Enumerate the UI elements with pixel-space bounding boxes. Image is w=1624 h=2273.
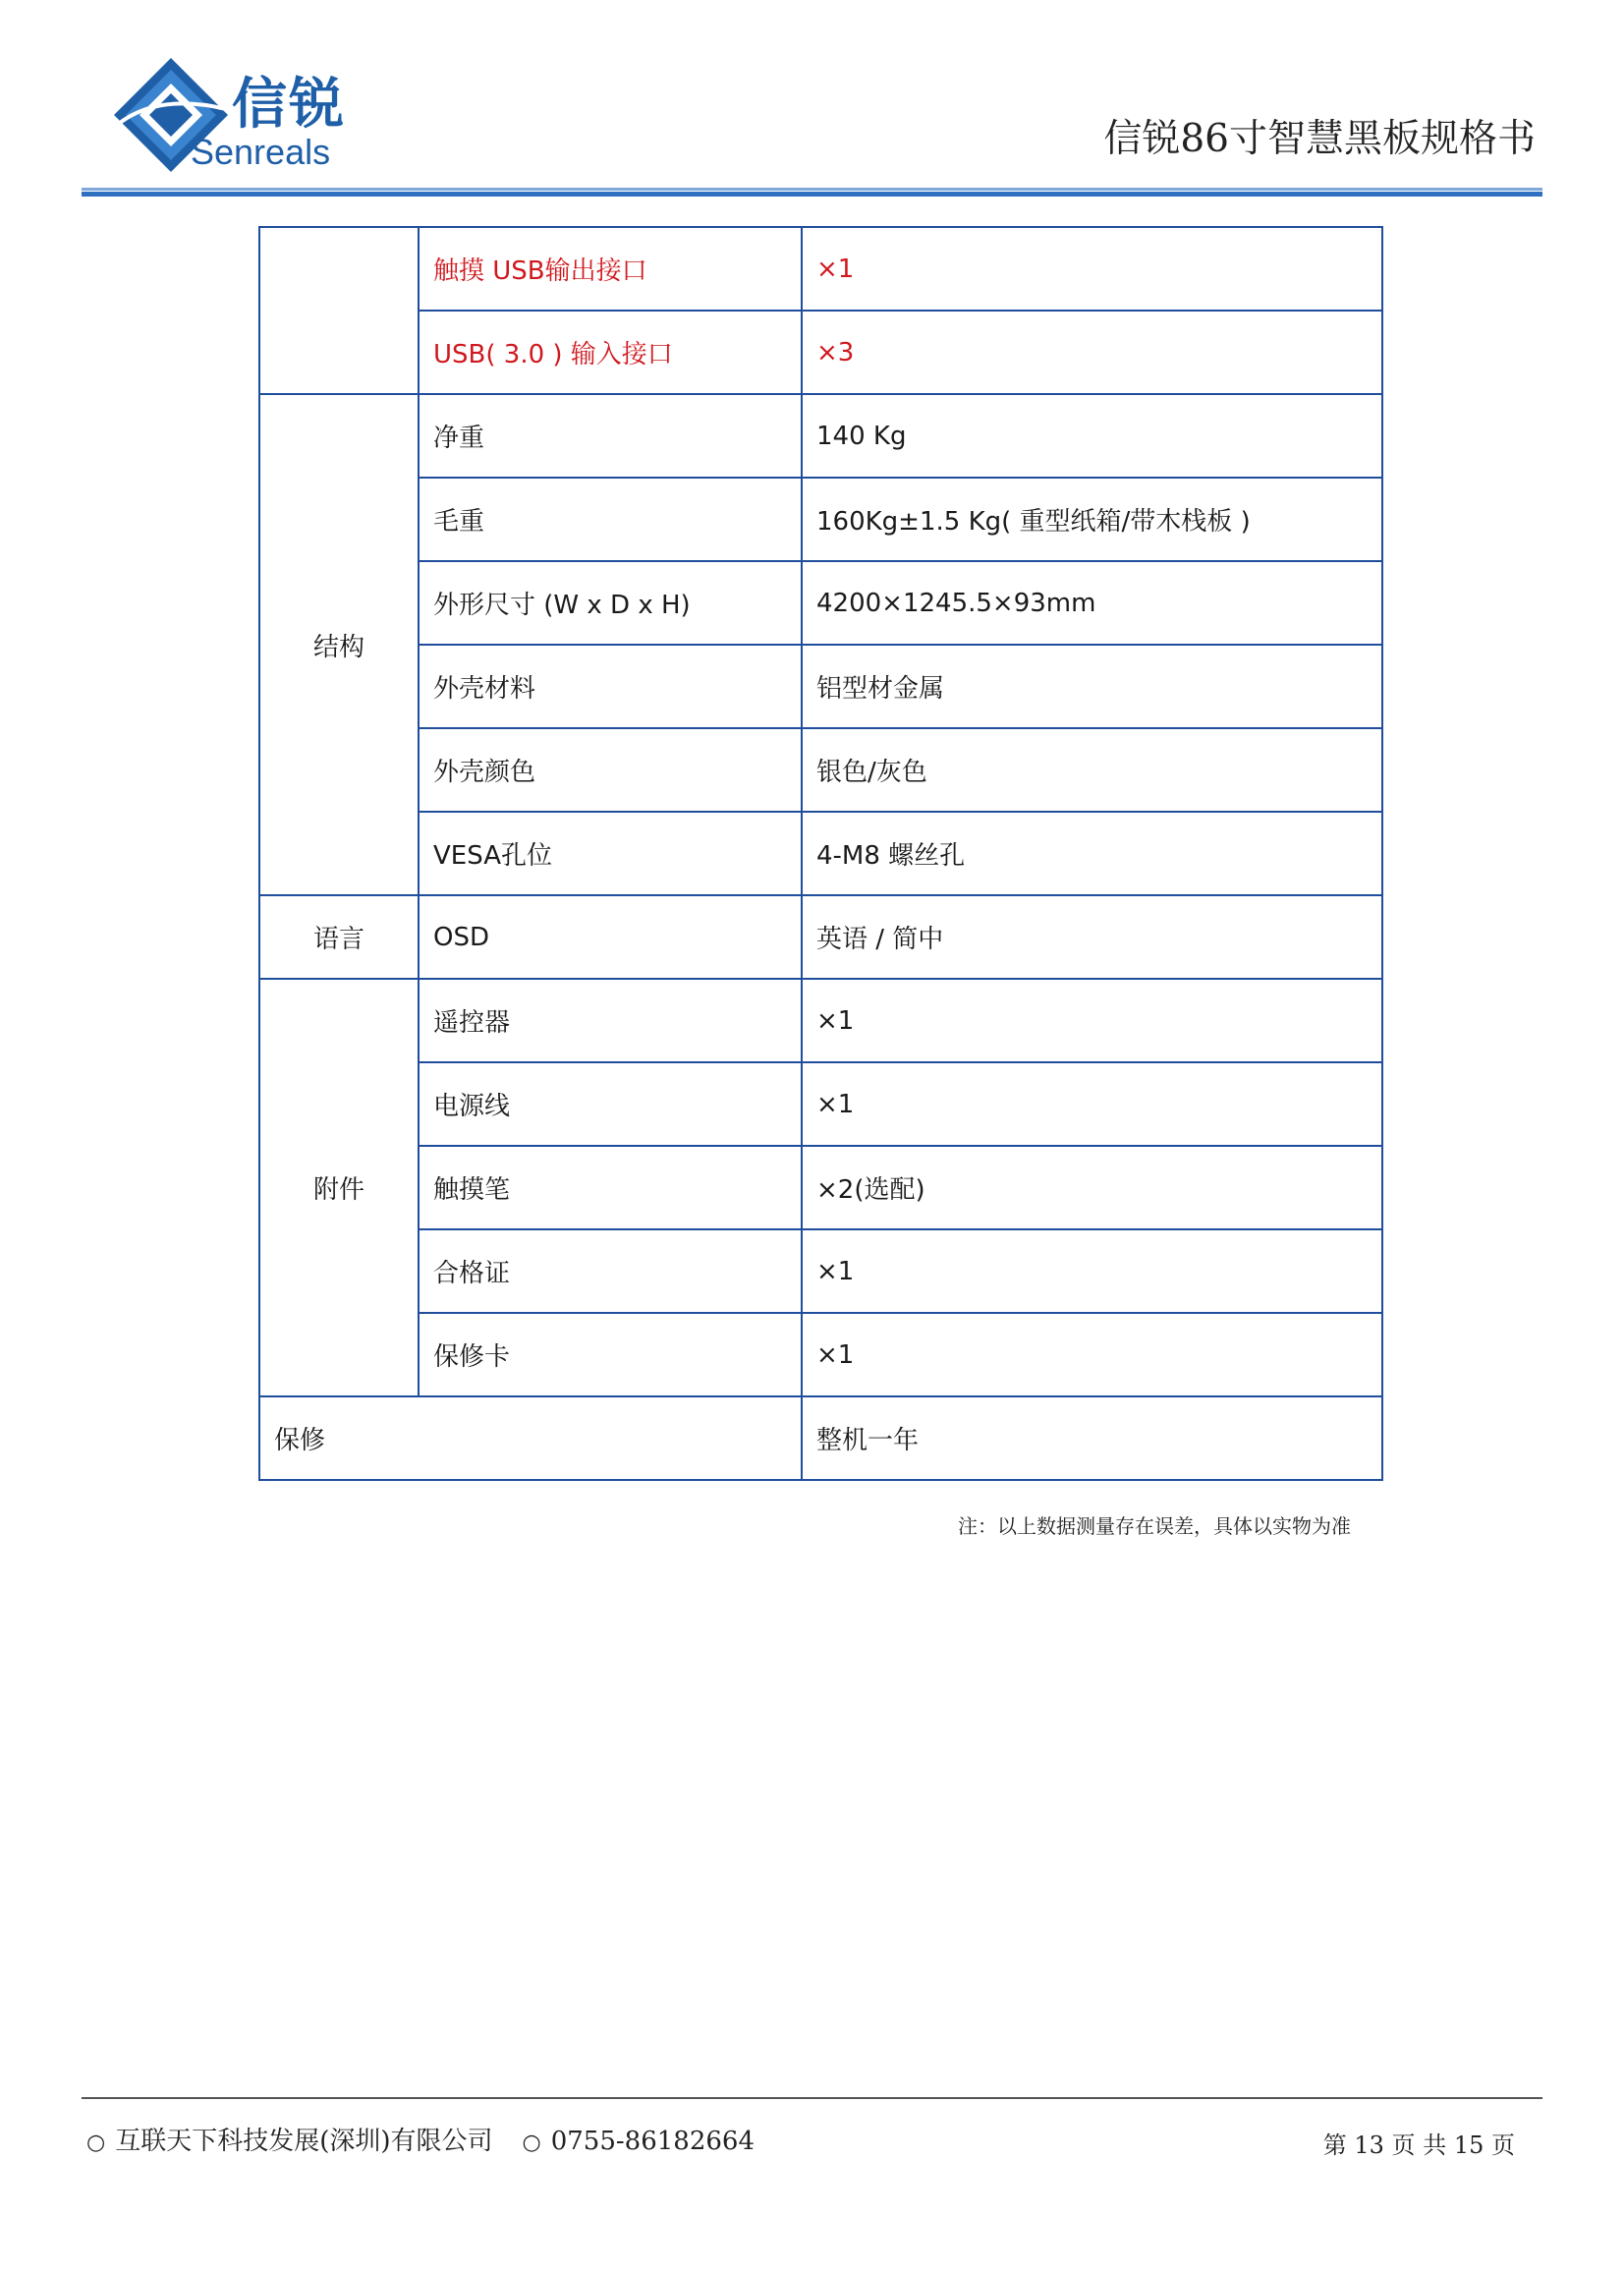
spec-item: 电源线: [419, 1062, 802, 1146]
table-row: [259, 1396, 1382, 1480]
spec-item: OSD: [419, 895, 802, 979]
spec-value: 铝型材金属: [802, 645, 1382, 728]
spec-item: 合格证: [419, 1229, 802, 1313]
bullet-circle-icon: ○: [86, 2131, 106, 2155]
group-cell-empty: [259, 227, 419, 394]
spec-value: ×2(选配): [802, 1146, 1382, 1229]
spec-value: 4200×1245.5×93mm: [802, 561, 1382, 645]
spec-item-warranty: 保修: [259, 1396, 802, 1480]
spec-value: 140 Kg: [802, 394, 1382, 478]
spec-value: ×1: [802, 979, 1382, 1062]
spec-item: 外壳材料: [419, 645, 802, 728]
company-logo: [110, 54, 356, 182]
table-row: [259, 895, 1382, 979]
spec-item: USB( 3.0 ) 输入接口: [419, 311, 802, 394]
spec-value: 整机一年: [802, 1396, 1382, 1480]
spec-item: 遥控器: [419, 979, 802, 1062]
spec-value: ×3: [802, 311, 1382, 394]
table-row: [259, 728, 1382, 812]
table-row: [259, 1062, 1382, 1146]
logo-chinese-name: 信锐: [232, 73, 346, 137]
group-label-accessories: 附件: [259, 979, 419, 1396]
table-footnote: 注：以上数据测量存在误差，具体以实物为准: [958, 1514, 1351, 1538]
spec-item: 触摸笔: [419, 1146, 802, 1229]
spec-item: 外形尺寸 (W x D x H): [419, 561, 802, 645]
footer-contact: [86, 2121, 755, 2157]
table-row: [259, 1313, 1382, 1396]
table-row: [259, 645, 1382, 728]
spec-value: 银色/灰色: [802, 728, 1382, 812]
logo-english-name: Senreals: [191, 132, 331, 172]
table-row: [259, 478, 1382, 561]
group-label-structure: 结构: [259, 394, 419, 895]
spec-item: VESA孔位: [419, 812, 802, 895]
spec-value: ×1: [802, 227, 1382, 311]
spec-item: 毛重: [419, 478, 802, 561]
footer-phone: 0755-86182664: [550, 2127, 755, 2156]
spec-value: ×1: [802, 1062, 1382, 1146]
footer-company: 互联天下科技发展(深圳)有限公司: [115, 2127, 493, 2156]
bullet-circle-icon: ○: [522, 2131, 541, 2155]
spec-item: 触摸 USB输出接口: [419, 227, 802, 311]
spec-item: 净重: [419, 394, 802, 478]
spec-value: 4-M8 螺丝孔: [802, 812, 1382, 895]
spec-value: ×1: [802, 1229, 1382, 1313]
spec-value: ×1: [802, 1313, 1382, 1396]
table-row: [259, 311, 1382, 394]
spec-item: 保修卡: [419, 1313, 802, 1396]
table-row: [259, 1229, 1382, 1313]
header-divider: [82, 188, 1542, 197]
group-label-language: 语言: [259, 895, 419, 979]
table-row: [259, 1146, 1382, 1229]
page-number: 第 13 页 共 15 页: [1322, 2131, 1515, 2159]
table-row: [259, 812, 1382, 895]
table-row: [259, 227, 1382, 311]
document-title: 信锐86寸智慧黑板规格书: [1103, 117, 1536, 161]
spec-table: [258, 226, 1383, 1481]
table-row: [259, 394, 1382, 478]
table-row: [259, 979, 1382, 1062]
footer-divider: [82, 2097, 1542, 2099]
table-row: [259, 561, 1382, 645]
spec-value: 160Kg±1.5 Kg( 重型纸箱/带木栈板 ): [802, 478, 1382, 561]
spec-value: 英语 / 简中: [802, 895, 1382, 979]
spec-item: 外壳颜色: [419, 728, 802, 812]
